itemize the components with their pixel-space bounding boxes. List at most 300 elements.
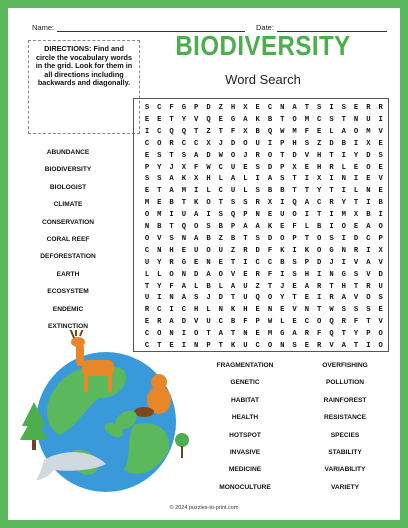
grid-letter[interactable]: S bbox=[353, 306, 359, 315]
grid-letter[interactable]: D bbox=[218, 294, 223, 303]
grid-letter[interactable]: R bbox=[329, 163, 334, 172]
grid-letter[interactable]: O bbox=[378, 342, 383, 350]
grid-letter[interactable]: F bbox=[243, 318, 248, 327]
grid-letter[interactable]: X bbox=[317, 175, 322, 184]
grid-letter[interactable]: X bbox=[194, 175, 199, 184]
grid-letter[interactable]: D bbox=[267, 234, 273, 243]
grid-letter[interactable]: I bbox=[280, 199, 285, 208]
grid-letter[interactable]: Y bbox=[280, 294, 285, 303]
grid-letter[interactable]: T bbox=[280, 115, 285, 124]
grid-letter[interactable]: X bbox=[267, 199, 273, 208]
grid-letter[interactable]: E bbox=[243, 270, 248, 279]
grid-letter[interactable]: T bbox=[206, 330, 211, 339]
grid-letter[interactable]: C bbox=[144, 342, 150, 350]
grid-letter[interactable]: A bbox=[194, 211, 199, 220]
grid-letter[interactable]: E bbox=[157, 199, 162, 208]
grid-letter[interactable]: O bbox=[194, 223, 199, 231]
grid-letter[interactable]: M bbox=[304, 115, 310, 124]
grid-letter[interactable]: Y bbox=[341, 199, 346, 208]
grid-letter[interactable]: U bbox=[144, 294, 150, 303]
grid-letter[interactable]: I bbox=[194, 187, 199, 196]
grid-letter[interactable]: B bbox=[169, 199, 174, 208]
grid-letter[interactable]: C bbox=[218, 318, 223, 327]
grid-letter[interactable]: P bbox=[144, 163, 150, 172]
grid-letter[interactable]: C bbox=[157, 104, 162, 112]
grid-letter[interactable]: L bbox=[304, 223, 310, 231]
grid-letter[interactable]: L bbox=[194, 282, 199, 291]
grid-letter[interactable]: A bbox=[169, 175, 174, 184]
grid-letter[interactable]: N bbox=[194, 342, 199, 350]
grid-letter[interactable]: V bbox=[304, 151, 310, 160]
grid-letter[interactable]: E bbox=[267, 211, 273, 220]
grid-letter[interactable]: C bbox=[317, 199, 322, 208]
grid-letter[interactable]: T bbox=[353, 199, 359, 208]
grid-letter[interactable]: S bbox=[144, 104, 150, 112]
grid-letter[interactable]: L bbox=[218, 282, 223, 291]
grid-letter[interactable]: B bbox=[267, 187, 273, 196]
grid-letter[interactable]: T bbox=[169, 115, 174, 124]
grid-letter[interactable]: T bbox=[230, 258, 236, 267]
grid-letter[interactable]: S bbox=[292, 258, 297, 267]
grid-letter[interactable]: F bbox=[194, 163, 199, 172]
grid-letter[interactable]: B bbox=[280, 187, 285, 196]
grid-letter[interactable]: O bbox=[169, 270, 174, 279]
grid-letter[interactable]: H bbox=[243, 306, 248, 315]
grid-letter[interactable]: F bbox=[304, 127, 310, 136]
grid-letter[interactable]: H bbox=[169, 246, 174, 255]
grid-letter[interactable]: L bbox=[218, 175, 223, 184]
grid-letter[interactable]: S bbox=[230, 199, 236, 208]
grid-letter[interactable]: C bbox=[366, 234, 371, 243]
grid-letter[interactable]: Q bbox=[329, 318, 334, 327]
grid-letter[interactable]: A bbox=[341, 127, 346, 136]
grid-letter[interactable]: A bbox=[181, 282, 187, 291]
grid-letter[interactable]: V bbox=[353, 294, 359, 303]
grid-letter[interactable]: R bbox=[317, 342, 322, 350]
grid-letter[interactable]: A bbox=[169, 187, 174, 196]
grid-letter[interactable]: E bbox=[194, 258, 199, 267]
grid-letter[interactable]: C bbox=[181, 306, 187, 315]
grid-letter[interactable]: D bbox=[267, 163, 273, 172]
grid-letter[interactable]: D bbox=[230, 139, 236, 148]
grid-letter[interactable]: O bbox=[206, 199, 211, 208]
grid-letter[interactable]: N bbox=[353, 115, 359, 124]
grid-letter[interactable]: N bbox=[255, 211, 260, 220]
grid-letter[interactable]: X bbox=[366, 139, 371, 148]
grid-letter[interactable]: T bbox=[341, 115, 346, 124]
grid-letter[interactable]: J bbox=[169, 163, 174, 172]
grid-letter[interactable]: A bbox=[267, 175, 273, 184]
grid-letter[interactable]: D bbox=[366, 151, 371, 160]
grid-letter[interactable]: X bbox=[181, 163, 187, 172]
grid-letter[interactable]: U bbox=[243, 342, 248, 350]
grid-letter[interactable]: I bbox=[181, 330, 187, 339]
grid-letter[interactable]: P bbox=[255, 318, 260, 327]
grid-letter[interactable]: L bbox=[157, 270, 162, 279]
grid-letter[interactable]: P bbox=[280, 139, 285, 148]
grid-letter[interactable]: I bbox=[366, 246, 371, 255]
grid-letter[interactable]: P bbox=[206, 342, 211, 350]
grid-letter[interactable]: S bbox=[194, 294, 199, 303]
grid-letter[interactable]: D bbox=[329, 139, 334, 148]
grid-letter[interactable]: O bbox=[378, 330, 383, 339]
grid-letter[interactable]: O bbox=[366, 163, 371, 172]
grid-letter[interactable]: I bbox=[329, 223, 334, 231]
grid-letter[interactable]: V bbox=[378, 127, 383, 136]
grid-letter[interactable]: E bbox=[353, 104, 359, 112]
grid-letter[interactable]: L bbox=[144, 270, 150, 279]
grid-letter[interactable]: I bbox=[329, 104, 334, 112]
grid-letter[interactable]: V bbox=[378, 175, 383, 184]
grid-letter[interactable]: U bbox=[181, 211, 187, 220]
grid-letter[interactable]: E bbox=[353, 163, 359, 172]
grid-letter[interactable]: G bbox=[280, 330, 285, 339]
grid-letter[interactable]: T bbox=[292, 187, 297, 196]
grid-letter[interactable]: A bbox=[341, 342, 346, 350]
grid-letter[interactable]: H bbox=[194, 306, 199, 315]
grid-letter[interactable]: M bbox=[366, 127, 371, 136]
grid-letter[interactable]: F bbox=[267, 270, 273, 279]
grid-letter[interactable]: X bbox=[243, 127, 248, 136]
grid-letter[interactable]: R bbox=[243, 246, 248, 255]
grid-letter[interactable]: I bbox=[353, 139, 359, 148]
grid-letter[interactable]: A bbox=[243, 223, 248, 231]
grid-letter[interactable]: E bbox=[378, 306, 383, 315]
grid-letter[interactable]: O bbox=[206, 246, 211, 255]
grid-letter[interactable]: T bbox=[230, 330, 236, 339]
grid-letter[interactable]: T bbox=[157, 342, 162, 350]
grid-letter[interactable]: S bbox=[206, 223, 211, 231]
grid-letter[interactable]: H bbox=[230, 104, 236, 112]
grid-letter[interactable]: B bbox=[218, 223, 223, 231]
grid-letter[interactable]: S bbox=[378, 294, 383, 303]
grid-letter[interactable]: Z bbox=[230, 246, 236, 255]
grid-letter[interactable]: B bbox=[378, 199, 383, 208]
grid-letter[interactable]: O bbox=[280, 234, 285, 243]
grid-letter[interactable]: I bbox=[366, 342, 371, 350]
grid-letter[interactable]: J bbox=[206, 294, 211, 303]
grid-letter[interactable]: U bbox=[206, 318, 211, 327]
grid-letter[interactable]: O bbox=[366, 294, 371, 303]
grid-letter[interactable]: I bbox=[341, 234, 346, 243]
grid-letter[interactable]: K bbox=[181, 175, 187, 184]
grid-letter[interactable]: S bbox=[378, 151, 383, 160]
grid-letter[interactable]: N bbox=[280, 342, 285, 350]
grid-letter[interactable]: I bbox=[144, 127, 150, 136]
grid-letter[interactable]: T bbox=[218, 127, 223, 136]
grid-letter[interactable]: E bbox=[255, 330, 260, 339]
grid-letter[interactable]: E bbox=[181, 246, 187, 255]
grid-letter[interactable]: N bbox=[243, 330, 248, 339]
grid-letter[interactable]: P bbox=[366, 330, 371, 339]
grid-letter[interactable]: H bbox=[304, 270, 310, 279]
grid-letter[interactable]: I bbox=[181, 342, 187, 350]
grid-letter[interactable]: N bbox=[329, 270, 334, 279]
grid-letter[interactable]: L bbox=[206, 187, 211, 196]
grid-letter[interactable]: W bbox=[218, 151, 223, 160]
grid-letter[interactable]: Y bbox=[317, 187, 322, 196]
grid-letter[interactable]: H bbox=[292, 139, 297, 148]
grid-letter[interactable]: E bbox=[157, 115, 162, 124]
grid-letter[interactable]: S bbox=[157, 175, 162, 184]
grid-letter[interactable]: I bbox=[378, 211, 383, 220]
grid-letter[interactable]: I bbox=[169, 306, 174, 315]
grid-letter[interactable]: T bbox=[292, 294, 297, 303]
grid-letter[interactable]: A bbox=[366, 258, 371, 267]
grid-letter[interactable]: I bbox=[329, 211, 334, 220]
grid-letter[interactable]: S bbox=[255, 234, 260, 243]
grid-letter[interactable]: Q bbox=[169, 127, 174, 136]
grid-letter[interactable]: S bbox=[341, 104, 346, 112]
grid-letter[interactable]: N bbox=[144, 223, 150, 231]
grid-letter[interactable]: S bbox=[366, 306, 371, 315]
grid-letter[interactable]: E bbox=[169, 342, 174, 350]
grid-letter[interactable]: H bbox=[206, 175, 211, 184]
grid-letter[interactable]: K bbox=[230, 306, 236, 315]
grid-letter[interactable]: O bbox=[317, 246, 322, 255]
grid-letter[interactable]: T bbox=[144, 282, 150, 291]
grid-letter[interactable]: C bbox=[255, 258, 260, 267]
grid-letter[interactable]: A bbox=[341, 294, 346, 303]
grid-letter[interactable]: T bbox=[304, 104, 310, 112]
grid-letter[interactable]: E bbox=[378, 187, 383, 196]
grid-letter[interactable]: X bbox=[353, 211, 359, 220]
grid-letter[interactable]: Y bbox=[157, 163, 162, 172]
grid-letter[interactable]: N bbox=[304, 306, 310, 315]
grid-letter[interactable]: S bbox=[292, 270, 297, 279]
grid-letter[interactable]: I bbox=[341, 187, 346, 196]
grid-letter[interactable]: M bbox=[292, 127, 297, 136]
grid-letter[interactable]: C bbox=[218, 163, 223, 172]
grid-letter[interactable]: E bbox=[378, 163, 383, 172]
grid-letter[interactable]: R bbox=[341, 318, 346, 327]
grid-letter[interactable]: H bbox=[317, 151, 322, 160]
grid-letter[interactable]: G bbox=[329, 246, 334, 255]
grid-letter[interactable]: D bbox=[194, 270, 199, 279]
grid-letter[interactable]: S bbox=[255, 163, 260, 172]
grid-letter[interactable]: U bbox=[255, 139, 260, 148]
grid-letter[interactable]: V bbox=[366, 270, 371, 279]
grid-letter[interactable]: R bbox=[255, 199, 260, 208]
grid-letter[interactable]: C bbox=[157, 306, 162, 315]
grid-letter[interactable]: I bbox=[378, 115, 383, 124]
grid-letter[interactable]: T bbox=[181, 199, 187, 208]
grid-letter[interactable]: S bbox=[341, 306, 346, 315]
grid-letter[interactable]: P bbox=[243, 211, 248, 220]
grid-letter[interactable]: I bbox=[317, 294, 322, 303]
grid-letter[interactable]: K bbox=[194, 199, 199, 208]
grid-letter[interactable]: E bbox=[292, 318, 297, 327]
grid-letter[interactable]: Q bbox=[329, 330, 334, 339]
grid-letter[interactable]: M bbox=[267, 330, 273, 339]
grid-letter[interactable]: I bbox=[353, 175, 359, 184]
grid-letter[interactable]: I bbox=[157, 294, 162, 303]
grid-letter[interactable]: E bbox=[317, 127, 322, 136]
grid-letter[interactable]: A bbox=[194, 151, 199, 160]
grid-letter[interactable]: A bbox=[292, 330, 297, 339]
grid-letter[interactable]: R bbox=[317, 282, 322, 291]
grid-letter[interactable]: T bbox=[218, 342, 223, 350]
grid-letter[interactable]: Q bbox=[267, 127, 273, 136]
grid-letter[interactable]: W bbox=[206, 163, 211, 172]
grid-letter[interactable]: Z bbox=[317, 139, 322, 148]
grid-letter[interactable]: A bbox=[243, 115, 248, 124]
grid-letter[interactable]: E bbox=[378, 139, 383, 148]
grid-letter[interactable]: S bbox=[329, 234, 334, 243]
grid-letter[interactable]: N bbox=[280, 104, 285, 112]
grid-letter[interactable]: I bbox=[292, 246, 297, 255]
grid-letter[interactable]: S bbox=[243, 199, 248, 208]
grid-letter[interactable]: T bbox=[366, 318, 371, 327]
grid-letter[interactable]: V bbox=[378, 258, 383, 267]
grid-letter[interactable]: U bbox=[194, 246, 199, 255]
grid-letter[interactable]: E bbox=[144, 318, 150, 327]
grid-letter[interactable]: O bbox=[341, 223, 346, 231]
grid-letter[interactable]: K bbox=[304, 246, 310, 255]
grid-letter[interactable]: O bbox=[218, 270, 223, 279]
grid-letter[interactable]: Y bbox=[353, 330, 359, 339]
grid-letter[interactable]: B bbox=[366, 211, 371, 220]
grid-letter[interactable]: D bbox=[255, 246, 260, 255]
grid-letter[interactable]: A bbox=[304, 282, 310, 291]
grid-letter[interactable]: T bbox=[157, 187, 162, 196]
grid-letter[interactable]: E bbox=[243, 163, 248, 172]
grid-letter[interactable]: E bbox=[255, 306, 260, 315]
grid-letter[interactable]: O bbox=[267, 294, 273, 303]
grid-letter[interactable]: R bbox=[255, 270, 260, 279]
grid-letter[interactable]: F bbox=[230, 127, 236, 136]
grid-letter[interactable]: Y bbox=[353, 151, 359, 160]
grid-letter[interactable]: F bbox=[353, 318, 359, 327]
grid-letter[interactable]: C bbox=[218, 187, 223, 196]
grid-letter[interactable]: T bbox=[267, 282, 273, 291]
grid-letter[interactable]: Y bbox=[157, 258, 162, 267]
grid-letter[interactable]: R bbox=[329, 199, 334, 208]
grid-letter[interactable]: B bbox=[230, 318, 236, 327]
grid-letter[interactable]: R bbox=[366, 104, 371, 112]
grid-letter[interactable]: U bbox=[230, 163, 236, 172]
grid-letter[interactable]: Q bbox=[255, 294, 260, 303]
grid-letter[interactable]: B bbox=[317, 223, 322, 231]
grid-letter[interactable]: B bbox=[206, 282, 211, 291]
grid-letter[interactable]: O bbox=[144, 211, 150, 220]
grid-letter[interactable]: B bbox=[230, 234, 236, 243]
grid-letter[interactable]: C bbox=[194, 139, 199, 148]
grid-letter[interactable]: F bbox=[292, 223, 297, 231]
grid-letter[interactable]: A bbox=[206, 270, 211, 279]
grid-letter[interactable]: S bbox=[181, 151, 187, 160]
grid-letter[interactable]: A bbox=[218, 330, 223, 339]
grid-letter[interactable]: N bbox=[218, 306, 223, 315]
grid-letter[interactable]: L bbox=[353, 187, 359, 196]
grid-letter[interactable]: V bbox=[157, 234, 162, 243]
grid-letter[interactable]: A bbox=[194, 234, 199, 243]
grid-letter[interactable]: R bbox=[304, 330, 310, 339]
grid-letter[interactable]: L bbox=[206, 306, 211, 315]
grid-letter[interactable]: R bbox=[255, 151, 260, 160]
grid-letter[interactable]: U bbox=[243, 282, 248, 291]
grid-letter[interactable]: T bbox=[329, 151, 334, 160]
grid-letter[interactable]: E bbox=[304, 294, 310, 303]
grid-letter[interactable]: U bbox=[378, 282, 383, 291]
grid-letter[interactable]: J bbox=[243, 151, 248, 160]
grid-letter[interactable]: R bbox=[353, 246, 359, 255]
grid-letter[interactable]: T bbox=[304, 234, 310, 243]
grid-letter[interactable]: D bbox=[206, 104, 211, 112]
grid-letter[interactable]: S bbox=[144, 175, 150, 184]
grid-letter[interactable]: V bbox=[194, 318, 199, 327]
grid-letter[interactable]: O bbox=[353, 127, 359, 136]
grid-letter[interactable]: O bbox=[317, 318, 322, 327]
grid-letter[interactable]: T bbox=[194, 127, 199, 136]
grid-letter[interactable]: O bbox=[292, 211, 297, 220]
grid-letter[interactable]: Z bbox=[255, 282, 260, 291]
grid-letter[interactable]: A bbox=[181, 294, 187, 303]
grid-letter[interactable]: T bbox=[353, 342, 359, 350]
grid-letter[interactable]: C bbox=[144, 246, 150, 255]
grid-letter[interactable]: T bbox=[341, 330, 346, 339]
grid-letter[interactable]: W bbox=[280, 127, 285, 136]
grid-letter[interactable]: O bbox=[157, 139, 162, 148]
grid-letter[interactable]: E bbox=[218, 115, 223, 124]
grid-letter[interactable]: S bbox=[169, 234, 174, 243]
grid-letter[interactable]: S bbox=[292, 342, 297, 350]
grid-letter[interactable]: Z bbox=[218, 104, 223, 112]
grid-letter[interactable]: I bbox=[341, 151, 346, 160]
grid-letter[interactable]: I bbox=[267, 139, 273, 148]
grid-letter[interactable]: J bbox=[280, 282, 285, 291]
grid-letter[interactable]: R bbox=[157, 318, 162, 327]
grid-letter[interactable]: F bbox=[169, 282, 174, 291]
grid-letter[interactable]: I bbox=[206, 211, 211, 220]
grid-letter[interactable]: D bbox=[181, 318, 187, 327]
grid-letter[interactable]: N bbox=[341, 246, 346, 255]
grid-letter[interactable]: N bbox=[267, 306, 273, 315]
grid-letter[interactable]: S bbox=[255, 187, 260, 196]
grid-letter[interactable]: W bbox=[267, 318, 273, 327]
grid-letter[interactable]: G bbox=[181, 104, 187, 112]
grid-letter[interactable]: D bbox=[292, 151, 297, 160]
grid-letter[interactable]: O bbox=[243, 139, 248, 148]
grid-letter[interactable]: E bbox=[218, 258, 223, 267]
grid-letter[interactable]: U bbox=[230, 187, 236, 196]
grid-letter[interactable]: O bbox=[144, 234, 150, 243]
grid-letter[interactable]: A bbox=[230, 282, 236, 291]
grid-letter[interactable]: L bbox=[280, 318, 285, 327]
grid-letter[interactable]: R bbox=[366, 282, 371, 291]
grid-letter[interactable]: X bbox=[243, 104, 248, 112]
grid-letter[interactable]: J bbox=[218, 139, 223, 148]
grid-letter[interactable]: A bbox=[304, 199, 310, 208]
grid-letter[interactable]: T bbox=[329, 282, 334, 291]
grid-letter[interactable]: I bbox=[304, 175, 310, 184]
grid-letter[interactable]: Y bbox=[157, 282, 162, 291]
grid-letter[interactable]: T bbox=[218, 199, 223, 208]
grid-letter[interactable]: A bbox=[169, 318, 174, 327]
grid-letter[interactable]: V bbox=[292, 306, 297, 315]
grid-letter[interactable]: N bbox=[366, 187, 371, 196]
grid-letter[interactable]: D bbox=[206, 151, 211, 160]
grid-letter[interactable]: P bbox=[292, 234, 297, 243]
grid-letter[interactable]: O bbox=[378, 223, 383, 231]
grid-letter[interactable]: E bbox=[144, 187, 150, 196]
grid-letter[interactable]: O bbox=[292, 115, 297, 124]
grid-letter[interactable]: T bbox=[304, 187, 310, 196]
grid-letter[interactable]: E bbox=[280, 223, 285, 231]
grid-letter[interactable]: X bbox=[378, 246, 383, 255]
grid-letter[interactable]: O bbox=[267, 151, 273, 160]
grid-letter[interactable]: L bbox=[341, 163, 346, 172]
